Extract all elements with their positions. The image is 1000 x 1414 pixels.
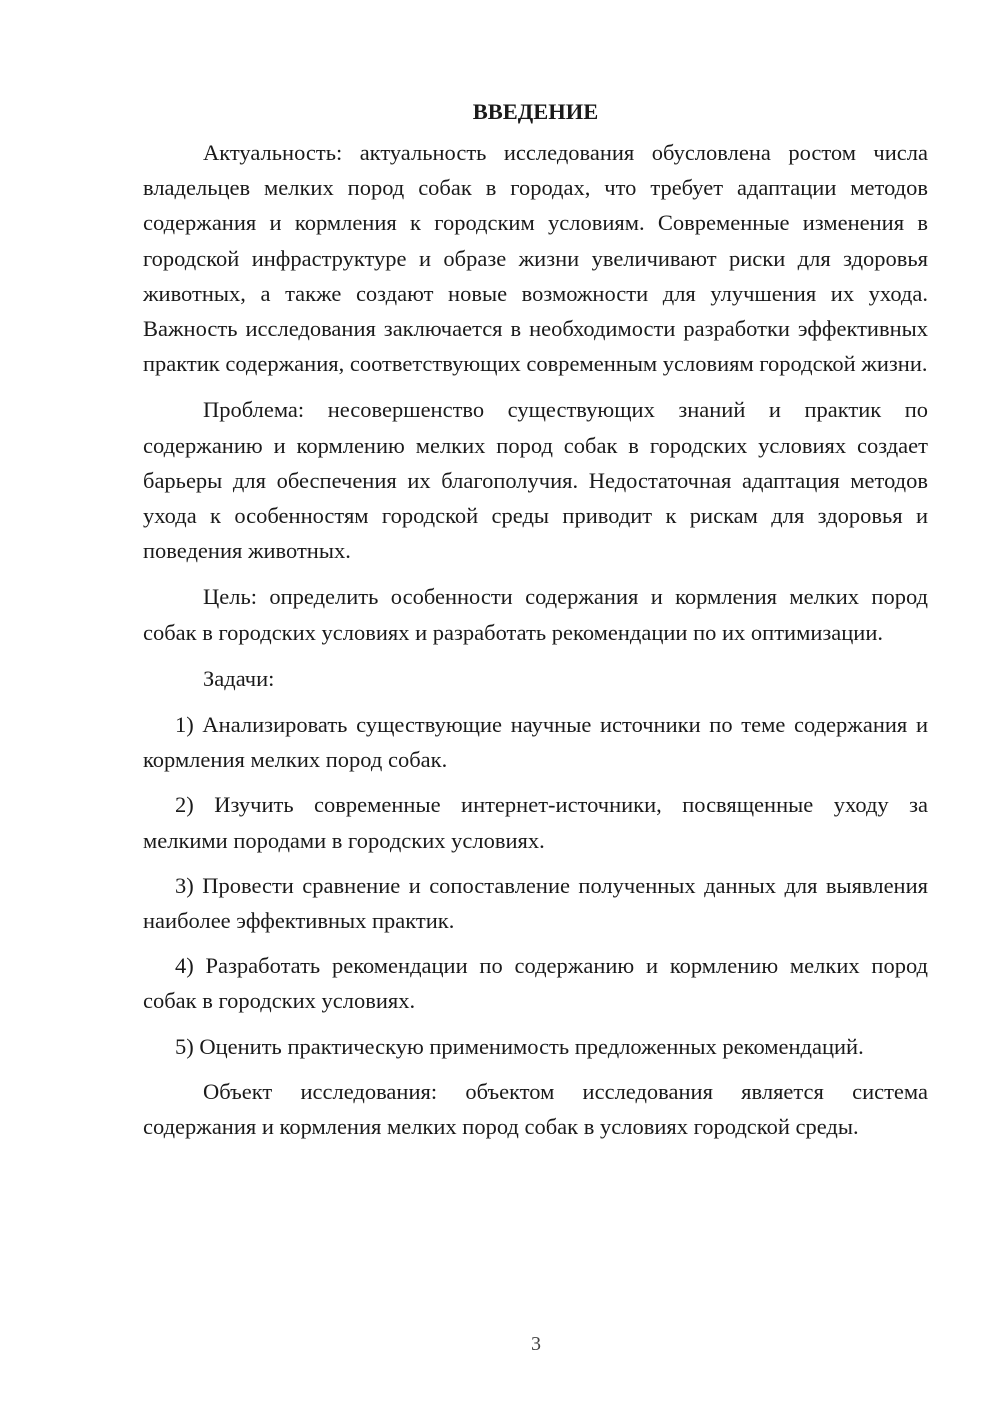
task-item-2: 2) Изучить современные интернет-источники, посвященные уходу за мелкими породами в городских условиях. [143, 792, 928, 853]
goal-paragraph: Цель: определить особенности содержания и кормления мелких пород собак в городских условиях и разработать рекомендации по их оптимизации. [143, 584, 928, 645]
relevance-paragraph: Актуальность: актуальность исследования обусловлена ростом числа владельцев мелких пород собак в городах, что требует адаптации методов содержания и кормления к городским условиям. Современные изменения в городской инфраструктуре и образе жизни увеличивают риски для здоровья животных, а также создают новые возможности для улучшения их ухода. Важность исследования заключается в необходимости разработки эффективных практик содержания, соответствующих современным условиям городской жизни. [143, 140, 928, 377]
section-heading: ВВЕДЕНИЕ [472, 99, 599, 124]
object-paragraph: Объект исследования: объектом исследования является система содержания и кормления мелких пород собак в условиях городской среды. [143, 1078, 928, 1140]
task-item-5: 5) Оценить практическую применимость предложенных рекомендаций. [175, 1033, 864, 1059]
task-item-1: 1) Анализировать существующие научные источники по теме содержания и кормления мелких пород собак. [143, 712, 928, 773]
page-body [143, 96, 928, 1154]
page-number: 3 [531, 1333, 541, 1355]
task-item-4: 4) Разработать рекомендации по содержанию и кормлению мелких пород собак в городских условиях. [143, 953, 928, 1014]
tasks-title: Задачи: [203, 665, 275, 691]
problem-paragraph: Проблема: несовершенство существующих знаний и практик по содержанию и кормлению мелких пород собак в городских условиях создает барьеры для обеспечения их благополучия. Недостаточная адаптация методов ухода к особенностям городской среды приводит к рискам для здоровья и поведения животных. [143, 397, 928, 564]
task-item-3: 3) Провести сравнение и сопоставление полученных данных для выявления наиболее эффективных практик. [143, 872, 928, 934]
